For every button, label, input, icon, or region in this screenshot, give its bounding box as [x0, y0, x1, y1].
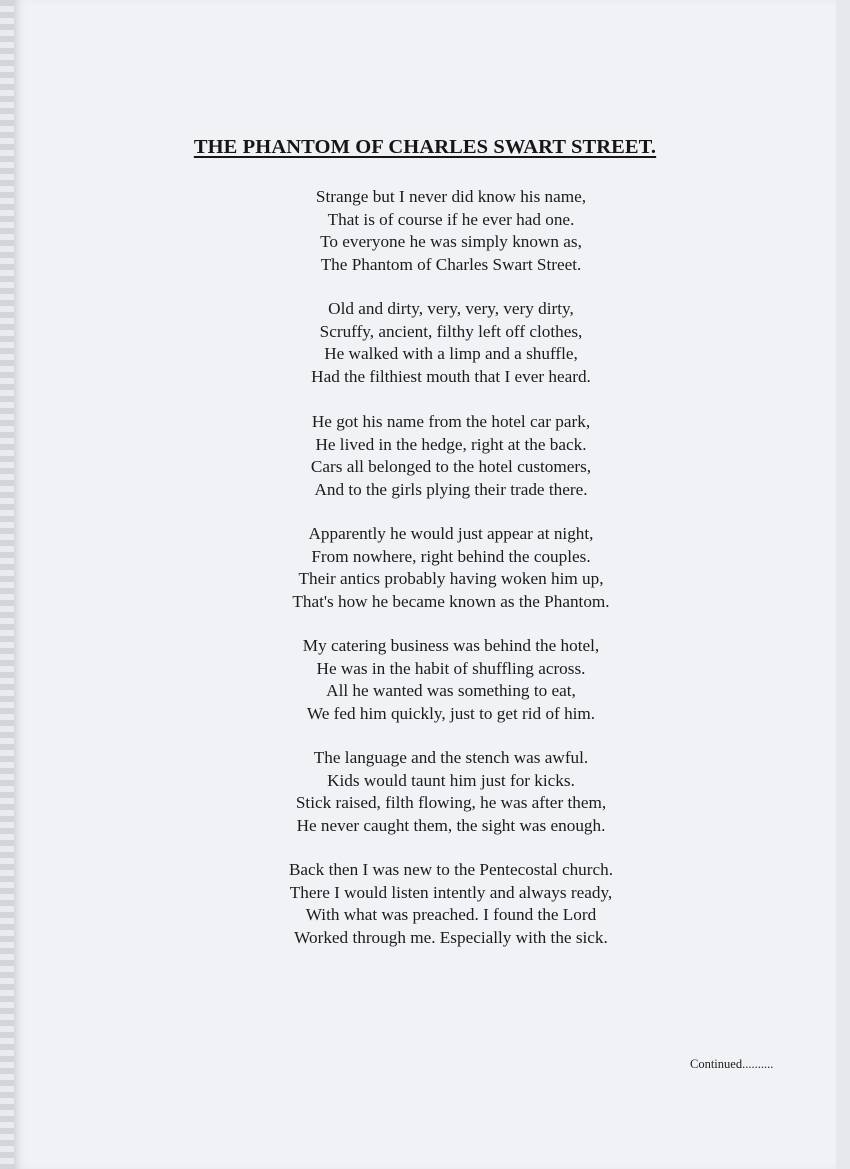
- poem-line: My catering business was behind the hotel,: [302, 636, 600, 655]
- stanza-7: [14, 859, 850, 949]
- poem-line: He got his name from the hotel car park,: [311, 412, 591, 431]
- stanza-6: [14, 747, 850, 837]
- poem-line: There I would listen intently and always ready,: [289, 882, 613, 902]
- poem-line: All he wanted was something to eat,: [326, 681, 576, 701]
- poem-line: Scruffy, ancient, filthy left off clothes,: [319, 321, 583, 341]
- poem-line: He was in the habit of shuffling across.: [316, 658, 586, 678]
- poem-line: To everyone he was simply known as,: [320, 232, 582, 252]
- continued-note: Continued..........: [690, 1057, 774, 1071]
- poem-line: Apparently he would just appear at night,: [308, 524, 594, 543]
- poem-line: From nowhere, right behind the couples.: [311, 546, 591, 566]
- poem-line: That is of course if he ever had one.: [327, 209, 575, 229]
- poem-line: Worked through me. Especially with the sick.: [294, 927, 608, 947]
- poem-title: THE PHANTOM OF CHARLES SWART STREET.: [193, 136, 657, 158]
- poem-line: Kids would taunt him just for kicks.: [327, 770, 575, 790]
- poem-line: The Phantom of Charles Swart Street.: [320, 254, 582, 274]
- poem-line: Strange but I never did know his name,: [315, 187, 587, 206]
- poem-line: Had the filthiest mouth that I ever heard.: [311, 366, 591, 386]
- stanza-4: [14, 523, 850, 613]
- poem-line: That's how he became known as the Phantom.: [292, 591, 610, 611]
- binder-strip: [0, 0, 15, 1169]
- stanza-2: [14, 298, 850, 388]
- document-page: [14, 0, 836, 1169]
- poem-line: He never caught them, the sight was enough.: [296, 815, 606, 835]
- poem-line: Cars all belonged to the hotel customers,: [310, 457, 592, 477]
- poem-line: We fed him quickly, just to get rid of him.: [306, 703, 596, 723]
- stanza-5: [14, 635, 850, 725]
- poem-line: Stick raised, filth flowing, he was after them,: [295, 793, 607, 813]
- poem-line: Old and dirty, very, very, very dirty,: [328, 299, 574, 318]
- poem-line: Their antics probably having woken him up,: [298, 569, 604, 589]
- poem-line: Back then I was new to the Pentecostal church.: [288, 860, 614, 879]
- poem-line: He walked with a limp and a shuffle,: [324, 344, 578, 364]
- poem-line: The language and the stench was awful.: [313, 748, 589, 767]
- poem-line: With what was preached. I found the Lord: [305, 905, 597, 925]
- poem-line: And to the girls plying their trade there.: [314, 479, 588, 499]
- stanza-1: [14, 186, 850, 276]
- stanza-3: [14, 411, 850, 501]
- poem-line: He lived in the hedge, right at the back.: [315, 434, 587, 454]
